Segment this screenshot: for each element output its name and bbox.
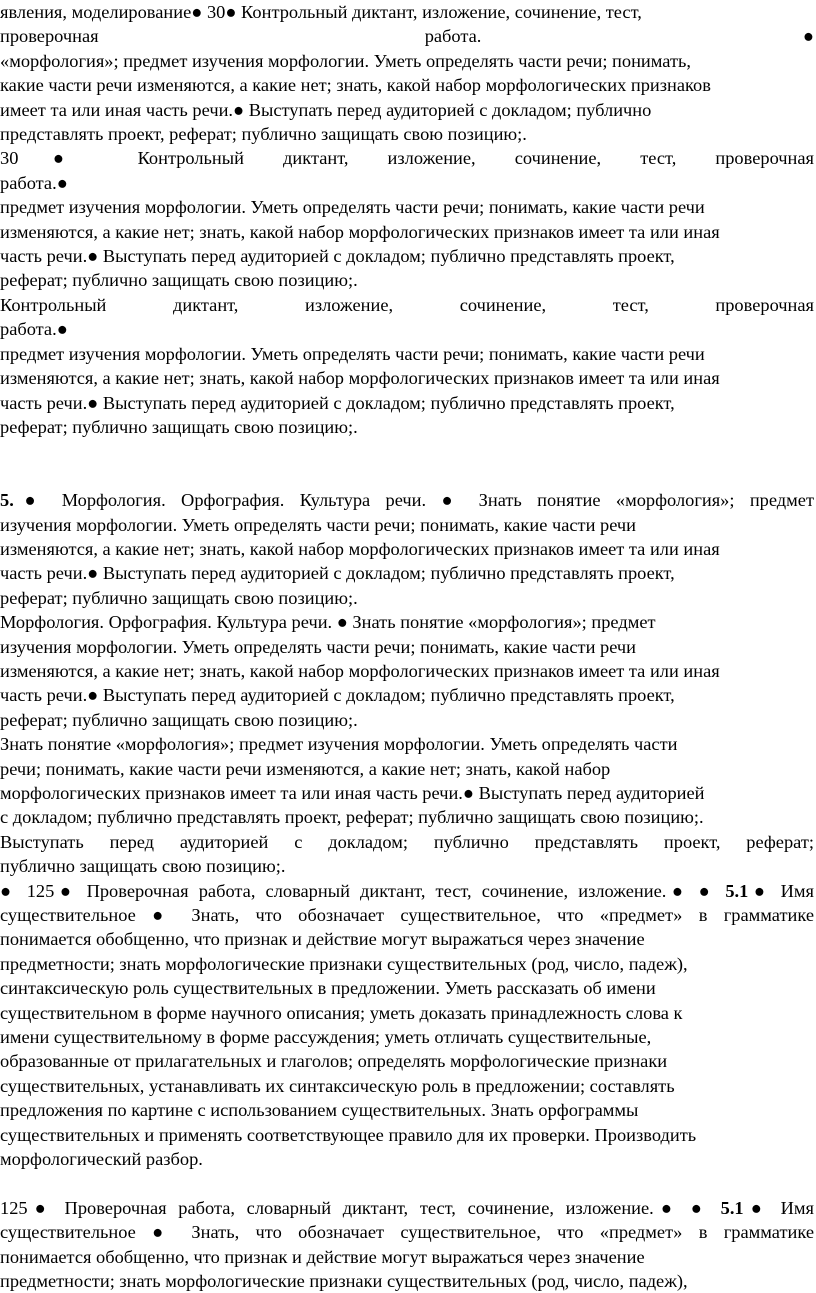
subsection-number: 5.1 <box>725 880 749 901</box>
text-line: проверочная работа.● <box>0 26 814 47</box>
text-line: с докладом; публично представлять проект, реферат; публично защищать свою позицию;. <box>0 807 704 828</box>
text-line: существительное ● Знать, что обозначает существительное, что «предмет» в грамматике <box>0 1222 814 1243</box>
blank-line <box>0 439 814 463</box>
text-line: изучения морфологии. Уметь определять части речи; понимать, какие части речи <box>0 636 637 657</box>
text-line: предмет изучения морфологии. Уметь определять части речи; понимать, какие части речи <box>0 343 705 364</box>
text-line: реферат; публично защищать свою позицию;. <box>0 709 358 730</box>
text-line: Знать понятие «морфология»; предмет изучения морфологии. Уметь определять части <box>0 734 678 755</box>
text-line: публично защищать свою позицию;. <box>0 856 286 877</box>
subsection-number: 5.1 <box>720 1197 744 1218</box>
text-line: явления, моделирование● 30● Контрольный диктант, изложение, сочинение, тест, <box>0 2 642 22</box>
text-line: морфологический разбор. <box>0 1149 203 1170</box>
text-line: Морфология. Орфография. Культура речи. ● Знать понятие «морфология»; предмет <box>0 612 656 633</box>
text-span: ● 125● Проверочная работа, словарный диктант, тест, сочинение, изложение.● ● <box>0 880 726 901</box>
text-line: часть речи.● Выступать перед аудиторией с докладом; публично представлять проект, <box>0 563 675 584</box>
text-line: реферат; публично защищать свою позицию;. <box>0 587 358 608</box>
block-heading-line <box>0 879 814 903</box>
text-line: предмет изучения морфологии. Уметь определять части речи; понимать, какие части речи <box>0 197 705 218</box>
text-span: ● Имя <box>743 1197 814 1218</box>
text-line: предметности; знать морфологические признаки существительных (род, число, падеж), <box>0 953 688 974</box>
text-line: понимается обобщенно, что признак и действие могут выражаться через значение <box>0 929 645 950</box>
text-line: изменяются, а какие нет; знать, какой набор морфологических признаков имеет та или иная <box>0 538 720 559</box>
text-span: ● Имя <box>748 880 814 901</box>
text-line: существительных, устанавливать их синтаксическую роль в предложении; составлять <box>0 1075 675 1096</box>
blank-line <box>0 1171 814 1195</box>
intro-block <box>0 0 814 439</box>
block-heading-line <box>0 1196 814 1220</box>
text-line: образованные от прилагательных и глаголов; определять морфологические признаки <box>0 1051 668 1072</box>
text-span: Морфология. Орфография. Культура речи. ● Знать понятие «морфология»; предмет <box>61 490 814 511</box>
text-line: реферат; публично защищать свою позицию;. <box>0 270 358 291</box>
text-line: существительном в форме научного описания; уметь доказать принадлежность слова к <box>0 1002 683 1023</box>
text-line: «морфология»; предмет изучения морфологии. Уметь определять части речи; понимать, <box>0 50 691 71</box>
text-span: 125● Проверочная работа, словарный диктант, тест, сочинение, изложение.● ● <box>0 1197 721 1218</box>
text-line: реферат; публично защищать свою позицию;. <box>0 416 358 437</box>
text-line: имеет та или иная часть речи.● Выступать перед аудиторией с докладом; публично <box>0 99 652 120</box>
text-line: представлять проект, реферат; публично защищать свою позицию;. <box>0 124 527 145</box>
text-line: имени существительному в форме рассуждения; уметь отличать существительные, <box>0 1027 652 1048</box>
section-number: 5.● <box>0 490 47 511</box>
text-line: существительных и применять соответствующее правило для их проверки. Производить <box>0 1124 697 1145</box>
text-line: предметности; знать морфологические признаки существительных (род, число, падеж), <box>0 1271 688 1292</box>
text-line: работа.● <box>0 319 68 340</box>
text-line: 30● Контрольный диктант, изложение, сочинение, тест, проверочная <box>0 148 814 169</box>
text-line: понимается обобщенно, что признак и действие могут выражаться через значение <box>0 1246 645 1267</box>
section-heading-line <box>0 488 814 512</box>
text-line: часть речи.● Выступать перед аудиторией с докладом; публично представлять проект, <box>0 392 675 413</box>
text-line: изменяются, а какие нет; знать, какой набор морфологических признаков имеет та или иная <box>0 368 720 389</box>
text-line: речи; понимать, какие части речи изменяются, а какие нет; знать, какой набор <box>0 758 611 779</box>
text-line: часть речи.● Выступать перед аудиторией с докладом; публично представлять проект, <box>0 246 675 267</box>
text-line: синтаксическую роль существительных в предложении. Уметь рассказать об имени <box>0 978 656 999</box>
block-125-a <box>0 879 814 1172</box>
text-line: предложения по картине с использованием существительных. Знать орфограммы <box>0 1100 639 1121</box>
section-5 <box>0 488 814 879</box>
text-line: Выступать перед аудиторией с докладом; публично представлять проект, реферат; <box>0 831 814 852</box>
block-125-b <box>0 1196 814 1293</box>
text-line: изучения морфологии. Уметь определять части речи; понимать, какие части речи <box>0 514 637 535</box>
text-line: работа.● <box>0 172 68 193</box>
text-line: морфологических признаков имеет та или иная часть речи.● Выступать перед аудиторией <box>0 782 705 803</box>
text-line: часть речи.● Выступать перед аудиторией с докладом; публично представлять проект, <box>0 685 675 706</box>
text-line: изменяются, а какие нет; знать, какой набор морфологических признаков имеет та или иная <box>0 660 720 681</box>
text-line: Контрольный диктант, изложение, сочинение, тест, проверочная <box>0 294 814 315</box>
text-line: изменяются, а какие нет; знать, какой набор морфологических признаков имеет та или иная <box>0 221 720 242</box>
blank-line <box>0 464 814 488</box>
text-line: какие части речи изменяются, а какие нет; знать, какой набор морфологических признаков <box>0 75 711 96</box>
text-line: существительное ● Знать, что обозначает существительное, что «предмет» в грамматике <box>0 905 814 925</box>
